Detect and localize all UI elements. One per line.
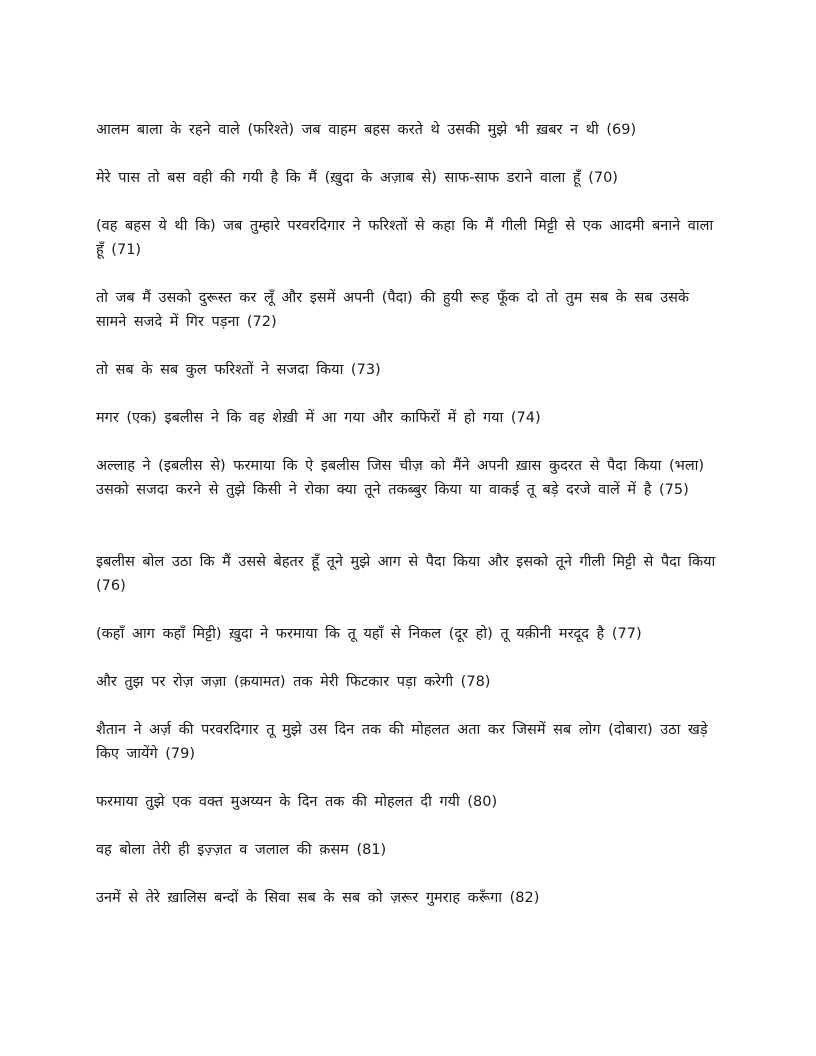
verse-78: और तुझ पर रोज़ जज़ा (क़यामत) तक मेरी फिटकार पड़ा करेगी (78) — [96, 674, 491, 690]
verse-76: इबलीस बोल उठा कि मैं उससे बेहतर हूँ तूने मुझे आग से पैदा किया और इसको तूने गीली मिट्टी से पैदा किया (76) — [96, 554, 716, 594]
verse-72: तो जब मैं उसको दुरूस्त कर लूँ और इसमें अपनी (पैदा) की हुयी रूह फूँक दो तो तुम सब के सब उसके सामने सजदे में गिर पड़ना (72) — [96, 290, 690, 330]
verse-82: उनमें से तेरे ख़ालिस बन्दों के सिवा सब के सब को ज़रूर गुमराह करूँगा (82) — [96, 890, 540, 906]
verse-77: (कहाँ आग कहाँ मिट्टी) ख़ुदा ने फरमाया कि तू यहाँ से निकल (दूर हो) तू यक़ीनी मरदूद है (77) — [96, 626, 642, 642]
verse-81: वह बोला तेरी ही इज़्ज़त व जलाल की क़सम (81) — [96, 842, 387, 858]
verse-71: (वह बहस ये थी कि) जब तुम्हारे परवरदिगार ने फरिश्तों से कहा कि मैं गीली मिट्टी से एक आदमी बनाने वाला हूँ (71) — [96, 218, 714, 258]
verse-70: मेरे पास तो बस वही की गयी है कि मैं (ख़ुदा के अज़ाब से) साफ-साफ डराने वाला हूँ (70) — [96, 170, 618, 186]
verse-73: तो सब के सब कुल फरिश्तों ने सजदा किया (73) — [96, 362, 381, 378]
verse-74: मगर (एक) इबलीस ने कि वह शेख़ी में आ गया और काफिरों में हो गया (74) — [96, 410, 541, 426]
verse-79: शैतान ने अर्ज़ की परवरदिगार तू मुझे उस दिन तक की मोहलत अता कर जिसमें सब लोग (दोबारा) उठा खड़े किए जायेंगे (79) — [96, 722, 708, 762]
verse-75: अल्लाह ने (इबलीस से) फरमाया कि ऐ इबलीस जिस चीज़ को मैंने अपनी ख़ास कुदरत से पैदा किया (भला) उसको सजदा करने से तुझे किसी ने रोका क्या तूने तकब्बुर किया या वाकई तू बड़े दरजे वालें में है (75) — [96, 458, 705, 498]
verse-80: फरमाया तुझे एक वक्त मुअय्यन के दिन तक की मोहलत दी गयी (80) — [96, 794, 498, 810]
verse-69: आलम बाला के रहने वाले (फरिश्ते) जब वाहम बहस करते थे उसकी मुझे भी ख़बर न थी (69) — [96, 122, 637, 138]
